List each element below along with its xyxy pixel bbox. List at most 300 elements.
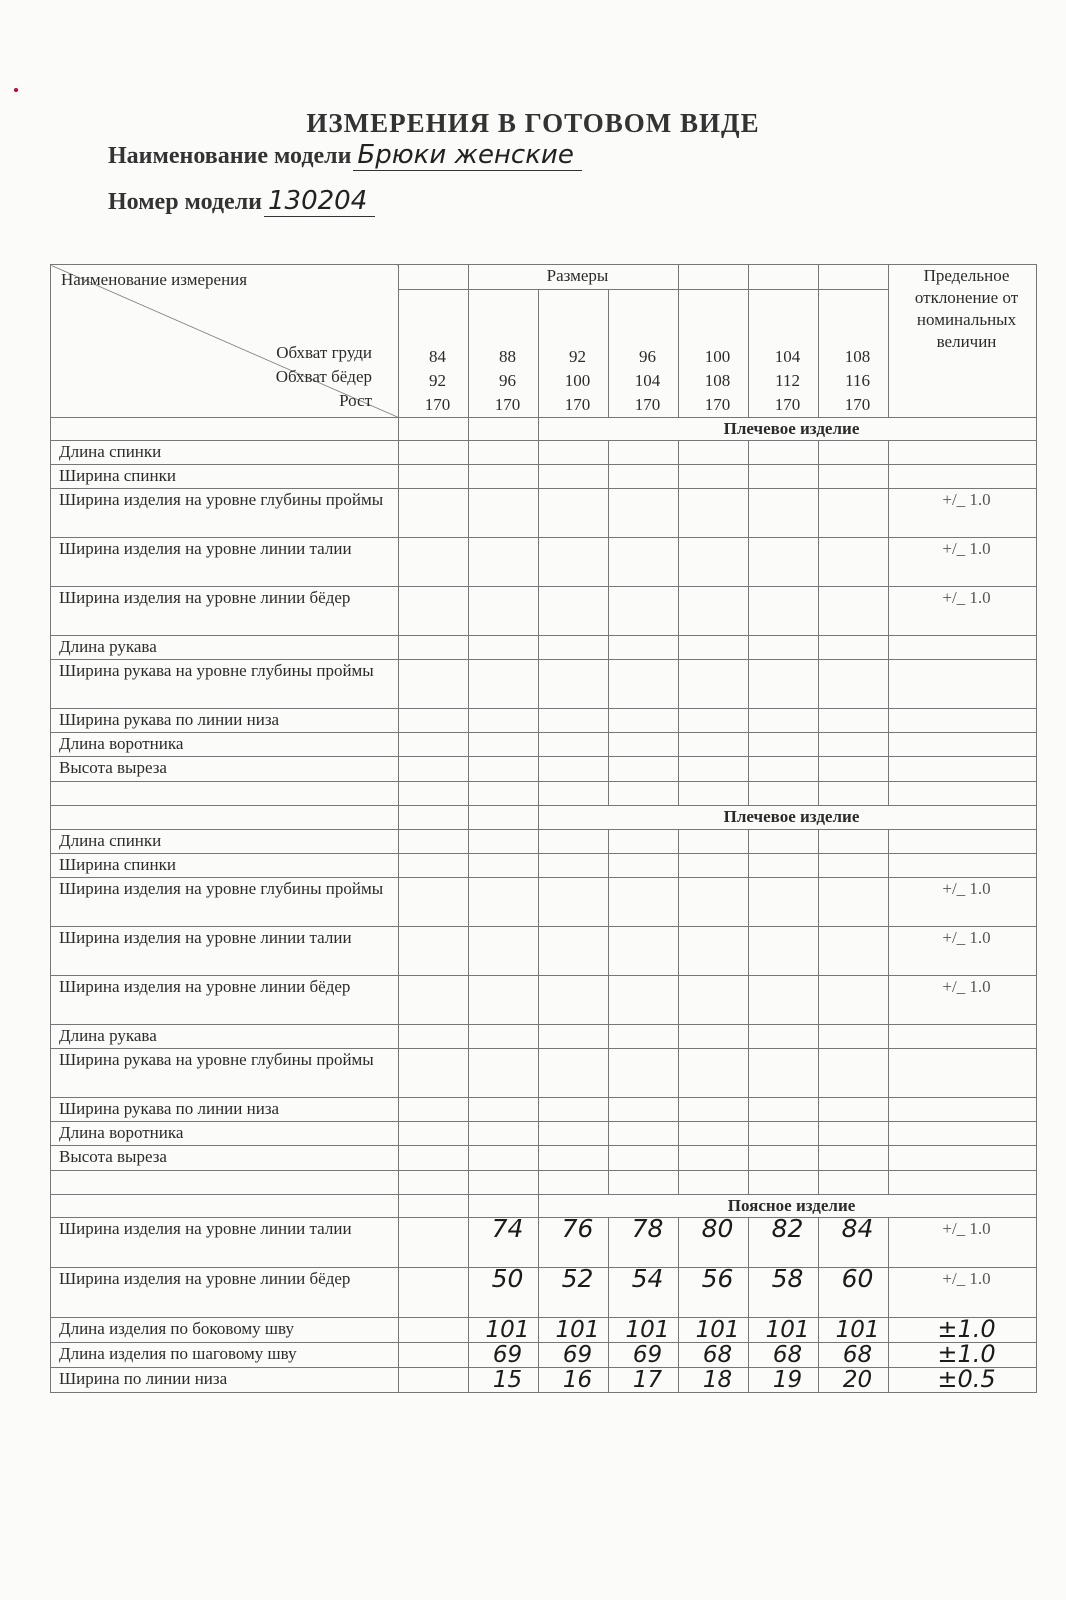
size-hips: 112 [775,371,800,390]
value-cell: 19 [749,1368,819,1393]
tolerance-cell: +/_ 1.0 [889,1218,1037,1268]
value-cell [469,854,539,878]
value-cell: 82 [749,1218,819,1268]
value-cell [819,465,889,489]
value-cell: 78 [609,1218,679,1268]
tolerance-cell [889,1025,1037,1049]
tolerance-cell: +/_ 1.0 [889,489,1037,538]
model-name-label: Наименование модели [108,143,352,169]
value-cell: 84 [819,1218,889,1268]
value-cell: 56 [679,1268,749,1318]
section-title-row [51,806,1037,830]
tolerance-cell [889,709,1037,733]
chest-label: Обхват груди [276,343,372,362]
value-cell [819,538,889,587]
value-cell [609,636,679,660]
value-cell [679,878,749,927]
tolerance-cell [889,1146,1037,1171]
value-cell [609,1122,679,1146]
value-cell [749,441,819,465]
value-cell [749,587,819,636]
size-chest: 96 [639,347,656,366]
value-cell [539,489,609,538]
section-title: Поясное изделие [539,1195,1037,1218]
size-hips: 104 [634,371,661,390]
value-cell [609,1025,679,1049]
measurement-row [51,1318,1037,1343]
size-hips: 100 [564,371,591,390]
value-cell [609,976,679,1025]
measurement-name: Ширина по линии низа [51,1368,399,1393]
value-cell [539,1049,609,1098]
tolerance-cell: +/_ 1.0 [889,976,1037,1025]
value-cell: 50 [469,1268,539,1318]
size-chest: 104 [774,347,801,366]
tolerance-cell [889,854,1037,878]
ink-mark [14,88,18,92]
tolerance-cell [889,733,1037,757]
measurement-name: Ширина изделия на уровне линии талии [51,1218,399,1268]
value-cell [609,830,679,854]
value-cell [819,709,889,733]
value-cell [609,709,679,733]
measurement-row [51,757,1037,782]
section-title: Плечевое изделие [539,418,1037,441]
size-chest: 108 [844,347,871,366]
value-cell: 101 [679,1318,749,1343]
value-cell: 54 [609,1268,679,1318]
size-height: 170 [564,395,591,414]
value-cell [399,1343,469,1368]
measurement-name: Длина спинки [51,441,399,465]
value-cell: 68 [819,1343,889,1368]
measurement-row [51,830,1037,854]
value-cell [469,636,539,660]
value-cell [609,1146,679,1171]
value-cell [399,1122,469,1146]
measurement-row [51,976,1037,1025]
value-cell [399,1318,469,1343]
measurement-name: Длина изделия по боковому шву [51,1318,399,1343]
measurement-row [51,1098,1037,1122]
value-cell [679,757,749,782]
value-cell [469,1025,539,1049]
measurement-row [51,1268,1037,1318]
value-cell [749,1146,819,1171]
measurement-row [51,441,1037,465]
measurement-name: Ширина изделия на уровне линии талии [51,927,399,976]
value-cell [609,733,679,757]
value-cell [819,733,889,757]
value-cell [399,733,469,757]
value-cell [399,1368,469,1393]
measurement-row [51,927,1037,976]
value-cell [539,441,609,465]
measurement-name: Длина рукава [51,636,399,660]
value-cell [819,927,889,976]
model-number-label: Номер модели [108,189,262,215]
measurement-name: Ширина рукава по линии низа [51,709,399,733]
value-cell [749,465,819,489]
value-cell [609,660,679,709]
tolerance-cell [889,1122,1037,1146]
value-cell [469,660,539,709]
value-cell [539,1025,609,1049]
value-cell: 18 [679,1368,749,1393]
hips-label: Обхват бёдер [275,367,372,386]
value-cell: 101 [539,1318,609,1343]
value-cell: 60 [819,1268,889,1318]
size-height: 170 [774,395,801,414]
measurement-row [51,1368,1037,1393]
value-cell: 20 [819,1368,889,1393]
value-cell [609,465,679,489]
header-corner-cell [51,265,399,418]
value-cell: 80 [679,1218,749,1268]
section-title-row [51,1195,1037,1218]
value-cell [749,1025,819,1049]
value-cell [399,538,469,587]
size-height: 170 [634,395,661,414]
value-cell [819,1146,889,1171]
measurement-name: Ширина спинки [51,465,399,489]
measurement-name: Ширина изделия на уровне линии бёдер [51,587,399,636]
value-cell [469,489,539,538]
tolerance-cell [889,441,1037,465]
value-cell [399,1025,469,1049]
value-cell [679,733,749,757]
section-title-row [51,418,1037,441]
value-cell [749,1098,819,1122]
model-number-field [108,186,375,217]
size-height: 170 [424,395,451,414]
size-params-labels [276,341,372,413]
measurement-row [51,854,1037,878]
measurement-row [51,489,1037,538]
value-cell [399,927,469,976]
value-cell [679,1098,749,1122]
value-cell [679,927,749,976]
tolerance-cell: ±1.0 [889,1343,1037,1368]
value-cell [399,1218,469,1268]
size-column-6 [819,290,889,418]
measurement-name: Длина изделия по шаговому шву [51,1343,399,1368]
value-cell [399,636,469,660]
sizes-header: Размеры [469,265,679,290]
measurement-name: Ширина спинки [51,854,399,878]
value-cell [749,733,819,757]
measurement-header: Наименование измерения [61,270,248,289]
measurement-row [51,465,1037,489]
value-cell: 76 [539,1218,609,1268]
measurement-name: Ширина изделия на уровне линии талии [51,538,399,587]
tolerance-cell: +/_ 1.0 [889,587,1037,636]
page-title: ИЗМЕРЕНИЯ В ГОТОВОМ ВИДЕ [306,108,760,138]
value-cell [679,441,749,465]
value-cell [679,830,749,854]
height-label: Рост [339,391,372,410]
tolerance-cell [889,465,1037,489]
value-cell [399,489,469,538]
value-cell [469,587,539,636]
size-chest: 84 [429,347,446,366]
value-cell [749,1049,819,1098]
value-cell [749,854,819,878]
measurement-row [51,1025,1037,1049]
size-column-2 [539,290,609,418]
size-column-0 [399,290,469,418]
value-cell [609,927,679,976]
value-cell [539,830,609,854]
value-cell: 69 [539,1343,609,1368]
measurement-name: Ширина рукава по линии низа [51,1098,399,1122]
value-cell [609,538,679,587]
measurement-row [51,1146,1037,1171]
value-cell [679,1146,749,1171]
value-cell [399,709,469,733]
measurement-row [51,878,1037,927]
value-cell [819,1049,889,1098]
tolerance-cell [889,1049,1037,1098]
value-cell [469,709,539,733]
size-column-3 [609,290,679,418]
value-cell [749,709,819,733]
size-column-1 [469,290,539,418]
value-cell [819,636,889,660]
value-cell [469,757,539,782]
model-name-field [108,140,582,171]
value-cell [469,976,539,1025]
measurement-name: Ширина изделия на уровне линии бёдер [51,1268,399,1318]
value-cell [469,927,539,976]
value-cell [539,709,609,733]
tolerance-cell: +/_ 1.0 [889,538,1037,587]
value-cell [609,1098,679,1122]
measurement-row [51,1343,1037,1368]
value-cell [539,636,609,660]
value-cell [539,465,609,489]
value-cell [819,587,889,636]
value-cell [609,441,679,465]
measurement-row [51,1122,1037,1146]
tolerance-cell [889,1098,1037,1122]
value-cell [609,878,679,927]
size-chest: 100 [704,347,731,366]
value-cell [469,465,539,489]
value-cell [609,757,679,782]
value-cell [539,927,609,976]
measurement-name: Ширина рукава на уровне глубины проймы [51,660,399,709]
value-cell [469,733,539,757]
tolerance-cell: +/_ 1.0 [889,878,1037,927]
measurement-name: Ширина рукава на уровне глубины проймы [51,1049,399,1098]
value-cell [469,538,539,587]
value-cell [469,878,539,927]
measurement-row [51,587,1037,636]
measurement-row [51,1049,1037,1098]
size-chest: 88 [499,347,516,366]
value-cell [399,854,469,878]
value-cell: 101 [469,1318,539,1343]
measurement-name: Ширина изделия на уровне линии бёдер [51,976,399,1025]
value-cell [399,830,469,854]
value-cell [539,587,609,636]
value-cell [539,1122,609,1146]
value-cell [539,976,609,1025]
tolerance-cell [889,636,1037,660]
tolerance-cell: ±0.5 [889,1368,1037,1393]
value-cell [749,878,819,927]
size-height: 170 [494,395,521,414]
value-cell [679,854,749,878]
size-hips: 96 [499,371,516,390]
value-cell [539,854,609,878]
value-cell: 74 [469,1218,539,1268]
value-cell [749,660,819,709]
value-cell [819,854,889,878]
value-cell [539,733,609,757]
value-cell [539,757,609,782]
section-title: Плечевое изделие [539,806,1037,830]
value-cell [539,878,609,927]
value-cell [819,757,889,782]
value-cell [749,636,819,660]
tolerance-cell [889,830,1037,854]
value-cell [679,1025,749,1049]
value-cell: 58 [749,1268,819,1318]
value-cell [819,830,889,854]
value-cell [469,830,539,854]
value-cell [749,757,819,782]
measurement-row [51,660,1037,709]
value-cell [399,1049,469,1098]
value-cell [399,976,469,1025]
measurement-name: Ширина изделия на уровне глубины проймы [51,489,399,538]
size-hips: 108 [704,371,731,390]
value-cell [469,1146,539,1171]
value-cell [749,489,819,538]
value-cell [399,757,469,782]
size-height: 170 [844,395,871,414]
value-cell [749,976,819,1025]
value-cell: 16 [539,1368,609,1393]
size-column-5 [749,290,819,418]
value-cell [679,660,749,709]
measurement-row [51,1218,1037,1268]
tolerance-cell [889,660,1037,709]
value-cell: 52 [539,1268,609,1318]
value-cell [399,587,469,636]
deviation-header: Предельное отклонение от номинальных величин [889,265,1037,418]
measurement-name: Ширина изделия на уровне глубины проймы [51,878,399,927]
spacer-row [51,1171,1037,1195]
tolerance-cell [889,757,1037,782]
value-cell [399,441,469,465]
value-cell: 101 [819,1318,889,1343]
value-cell [399,1098,469,1122]
value-cell [469,1122,539,1146]
value-cell: 17 [609,1368,679,1393]
value-cell [539,660,609,709]
value-cell: 101 [609,1318,679,1343]
value-cell [539,1098,609,1122]
value-cell [819,1098,889,1122]
measurement-name: Высота выреза [51,757,399,782]
model-name-value: Брюки женские [353,140,581,171]
value-cell: 68 [749,1343,819,1368]
measurement-name: Длина рукава [51,1025,399,1049]
value-cell [469,1098,539,1122]
value-cell [399,878,469,927]
value-cell [399,1146,469,1171]
measurement-row [51,636,1037,660]
value-cell [539,538,609,587]
value-cell [679,465,749,489]
size-hips: 116 [845,371,870,390]
value-cell [609,854,679,878]
value-cell [819,1122,889,1146]
size-hips: 92 [429,371,446,390]
measurement-row [51,733,1037,757]
measurement-name: Длина спинки [51,830,399,854]
value-cell [819,1025,889,1049]
tolerance-cell: +/_ 1.0 [889,927,1037,976]
size-column-4 [679,290,749,418]
value-cell [399,660,469,709]
value-cell [609,489,679,538]
value-cell [469,1049,539,1098]
value-cell [399,1268,469,1318]
value-cell [679,636,749,660]
measurement-name: Высота выреза [51,1146,399,1171]
value-cell [679,976,749,1025]
value-cell [679,709,749,733]
value-cell [819,441,889,465]
size-chest: 92 [569,347,586,366]
value-cell: 69 [609,1343,679,1368]
value-cell [819,976,889,1025]
value-cell: 101 [749,1318,819,1343]
value-cell [399,465,469,489]
value-cell [819,878,889,927]
value-cell [819,660,889,709]
value-cell [749,927,819,976]
model-number-value: 130204 [264,186,375,217]
value-cell [749,1122,819,1146]
value-cell [749,830,819,854]
value-cell [679,489,749,538]
value-cell [679,538,749,587]
value-cell [539,1146,609,1171]
value-cell [469,441,539,465]
value-cell [749,538,819,587]
value-cell [609,1049,679,1098]
value-cell [679,587,749,636]
measurement-name: Длина воротника [51,733,399,757]
value-cell: 69 [469,1343,539,1368]
measurement-row [51,538,1037,587]
tolerance-cell: +/_ 1.0 [889,1268,1037,1318]
size-height: 170 [704,395,731,414]
value-cell [609,587,679,636]
value-cell [679,1122,749,1146]
value-cell [819,489,889,538]
value-cell: 15 [469,1368,539,1393]
spacer-row [51,782,1037,806]
measurement-row [51,709,1037,733]
value-cell: 68 [679,1343,749,1368]
value-cell [679,1049,749,1098]
